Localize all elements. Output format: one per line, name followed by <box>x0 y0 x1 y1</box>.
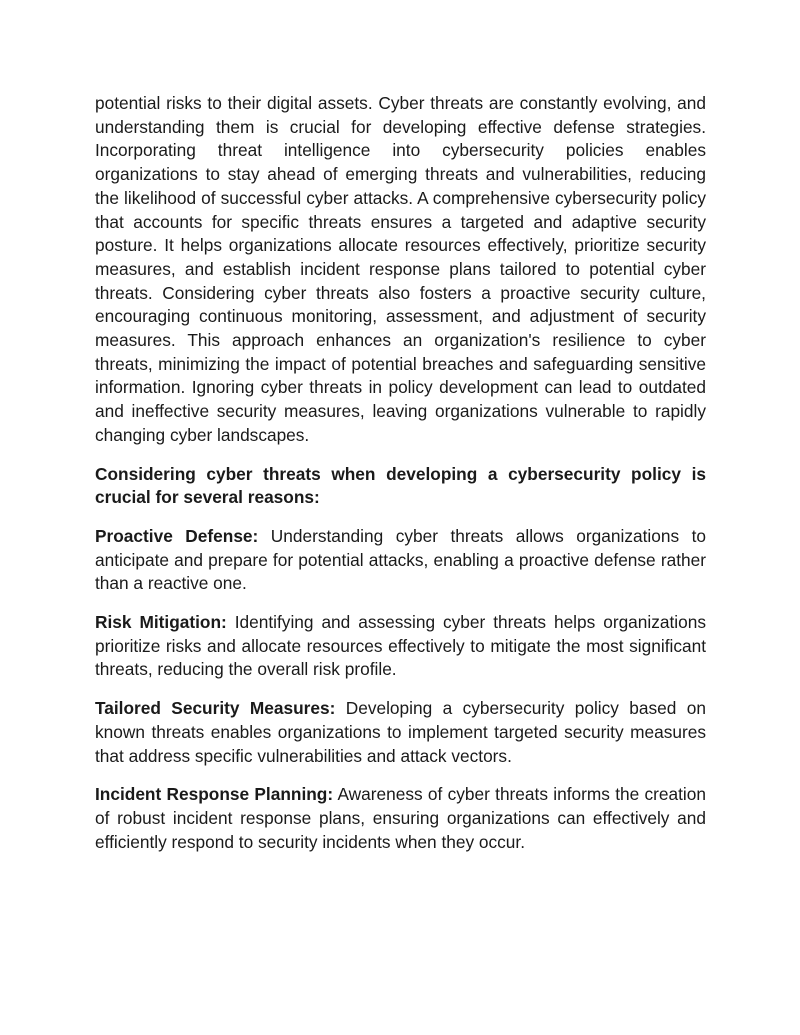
reason-term: Risk Mitigation: <box>95 612 227 633</box>
reason-text: Understanding cyber threats allows organizations to anticipate and prepare for potential attacks, enabling a proactive defense rather than a reactive one. <box>95 525 706 594</box>
reason-paragraph-incident-response <box>95 783 706 854</box>
reason-paragraph-proactive-defense <box>95 525 706 596</box>
reason-term: Tailored Security Measures: <box>95 698 336 719</box>
reason-term: Incident Response Planning: <box>95 784 334 805</box>
reason-text: Developing a cybersecurity policy based on known threats enables organizations to implement targeted security measures that address specific vulnerabilities and attack vectors. <box>95 698 706 766</box>
reason-text: Awareness of cyber threats informs the creation of robust incident response plans, ensuring organizations can effectively and efficiently respond to security incidents when they occur. <box>95 784 706 852</box>
reason-paragraph-tailored-security <box>95 697 706 768</box>
section-heading: Considering cyber threats when developing a cybersecurity policy is crucial for several reasons: <box>95 463 706 508</box>
reason-paragraph-risk-mitigation <box>95 611 706 682</box>
intro-paragraph: potential risks to their digital assets. Cyber threats are constantly evolving, and understanding them is crucial for developing effective defense strategies. Incorporating threat intelligence into cybersecurity policies enables organizations to stay ahead of emerging threats and vulnerabilities, reducing the likelihood of successful cyber attacks. A comprehensive cybersecurity policy that accounts for specific threats ensures a targeted and adaptive security posture. It helps organizations allocate resources effectively, prioritize security measures, and establish incident response plans tailored to potential cyber threats. Considering cyber threats also fosters a proactive security culture, encouraging continuous monitoring, assessment, and adjustment of security measures. This approach enhances an organization's resilience to cyber threats, minimizing the impact of potential breaches and safeguarding sensitive information. Ignoring cyber threats in policy development can lead to outdated and ineffective security measures, leaving organizations vulnerable to rapidly changing cyber landscapes. <box>95 93 706 445</box>
reason-text: Identifying and assessing cyber threats helps organizations prioritize risks and allocate resources effectively to mitigate the most significant threats, reducing the overall risk profile. <box>95 612 707 680</box>
document-page <box>95 92 706 869</box>
reason-term: Proactive Defense: <box>95 525 259 546</box>
